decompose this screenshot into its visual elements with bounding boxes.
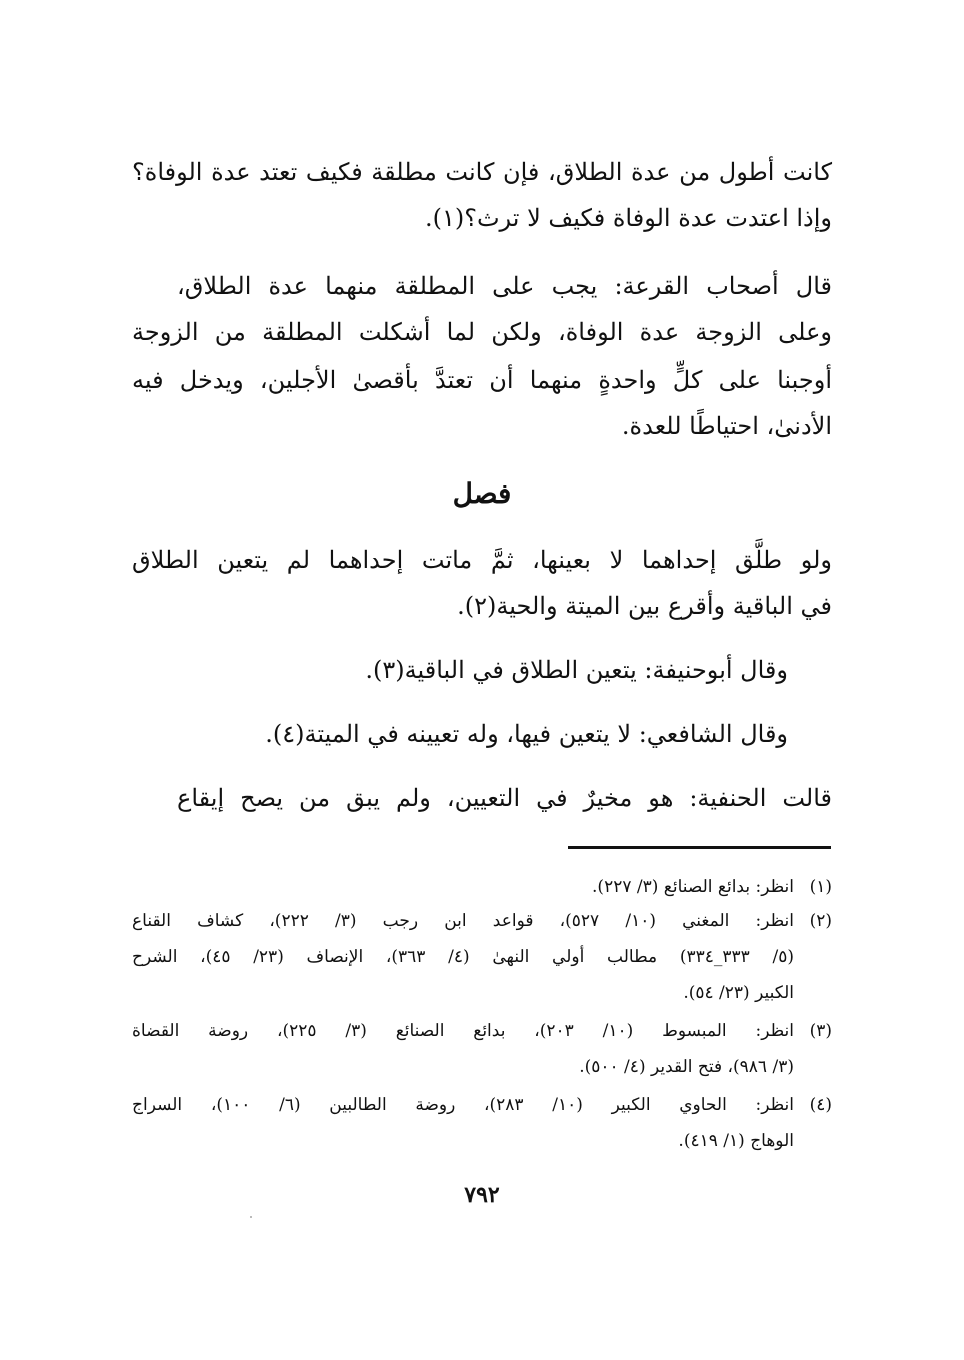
- body-line: أوجبنا على كلٍّ واحدةٍ منهما أن تعتدَّ بأقصىٰ الأجلين، ويدخل فيه: [132, 366, 832, 394]
- body-line: الأدنىٰ، احتياطًا للعدة.: [621, 412, 832, 440]
- body-line: وقال أبوحنيفة: يتعين الطلاق في الباقية(٣).: [365, 656, 788, 684]
- footnote-number: (٣): [809, 1021, 832, 1041]
- body-line: كانت أطول من عدة الطلاق، فإن كانت مطلقة فكيف تعتد عدة الوفاة؟: [132, 158, 833, 186]
- page-number: ٧٩٢: [464, 1182, 500, 1208]
- footnote-line: الوهاج (١/ ٤١٩).: [678, 1131, 794, 1151]
- scan-speck: [250, 1216, 252, 1218]
- footnote-separator: [568, 846, 831, 849]
- footnote-line: (٥/ ٣٣٣_٣٣٤) مطالب أولي النهىٰ (٤/ ٣٦٣)، الإنصاف (٢٣/ ٤٥)، الشرح: [132, 947, 794, 967]
- body-line: ولو طلَّق إحداهما لا بعينها، ثمَّ ماتت إحداهما لم يتعين الطلاق: [132, 546, 832, 574]
- footnote-number: (١): [809, 877, 832, 897]
- footnote-number: (٢): [809, 911, 832, 931]
- footnote-line: الكبير (٢٣/ ٥٤).: [683, 983, 794, 1003]
- footnote-line: انظر: بدائع الصنائع (٣/ ٢٢٧).: [592, 877, 794, 897]
- footnote-line: (٣/ ٩٨٦)، فتح القدير (٤/ ٥٠٠).: [579, 1057, 794, 1077]
- body-line: قال أصحاب القرعة: يجب على المطلقة منهما عدة الطلاق،: [177, 272, 832, 300]
- footnote-line: انظر: الحاوي الكبير (١٠/ ٢٨٣)، روضة الطالبين (٦/ ١٠٠)، السراج: [132, 1095, 795, 1115]
- footnote-number: (٤): [809, 1095, 832, 1115]
- body-line: قالت الحنفية: هو مخيرٌ في التعيين، ولم يبق من يصح إيقاع: [177, 784, 832, 812]
- body-line: وعلى الزوجة عدة الوفاة، ولكن لما أشكلت المطلقة من الزوجة: [132, 318, 832, 346]
- body-line: وإذا اعتدت عدة الوفاة فكيف لا ترث؟(١).: [424, 204, 832, 232]
- body-line: وقال الشافعي: لا يتعين فيها، وله تعيينه في الميتة(٤).: [265, 720, 788, 748]
- section-heading: فصل: [452, 477, 512, 510]
- footnote-line: انظر: المبسوط (١٠/ ٢٠٣)، بدائع الصنائع (٣/ ٢٢٥)، روضة القضاة: [132, 1021, 795, 1041]
- footnote-line: انظر: المغني (١٠/ ٥٢٧)، قواعد ابن رجب (٣/ ٢٢٢)، كشاف القناع: [132, 911, 795, 931]
- body-line: في الباقية وأقرع بين الميتة والحية(٢).: [457, 592, 832, 620]
